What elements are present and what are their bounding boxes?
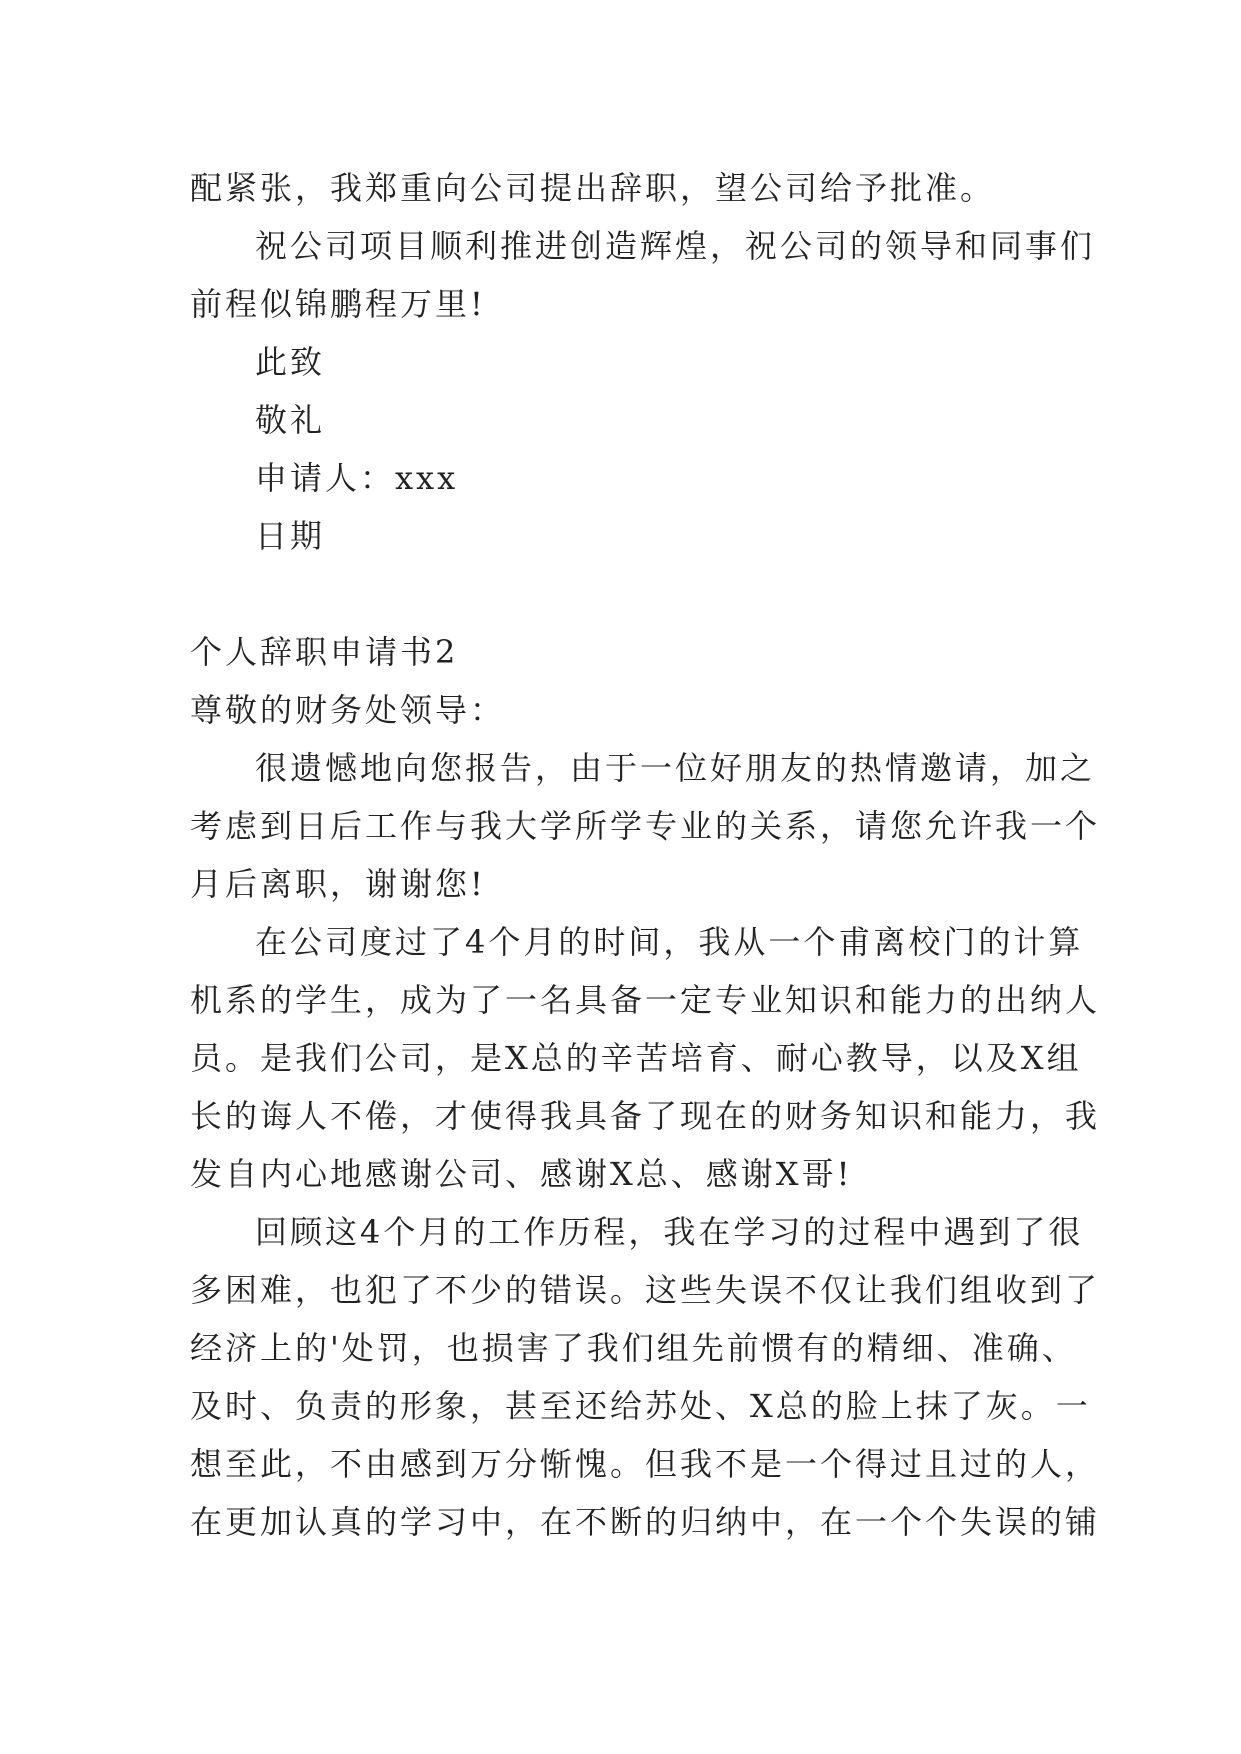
section-title: 个人辞职申请书2 [190,633,459,671]
paragraph-line: 员。是我们公司，是X总的辛苦培育、耐心教导，以及X组 [190,1039,1082,1077]
paragraph-line: 回顾这4个月的工作历程，我在学习的过程中遇到了很 [255,1213,1084,1251]
paragraph-line: 配紧张，我郑重向公司提出辞职，望公司给予批准。 [190,169,996,207]
paragraph-line: 在更加认真的学习中，在不断的归纳中，在一个个失误的铺 [190,1503,1101,1541]
paragraph-line: 机系的学生，成为了一名具备一定专业知识和能力的出纳人 [190,981,1101,1019]
applicant-line: 申请人：xxx [255,459,459,497]
paragraph-line: 月后离职，谢谢您! [190,865,486,903]
closing-line: 此致 [255,343,326,381]
paragraph-line: 前程似锦鹏程万里! [190,285,486,323]
date-line: 日期 [255,517,326,555]
paragraph-line: 长的诲人不倦，才使得我具备了现在的财务知识和能力，我 [190,1097,1101,1135]
paragraph-line: 考虑到日后工作与我大学所学专业的关系，请您允许我一个 [190,807,1101,845]
paragraph-line: 多困难，也犯了不少的错误。这些失误不仅让我们组收到了 [190,1271,1101,1309]
paragraph-line: 想至此，不由感到万分惭愧。但我不是一个得过且过的人， [190,1445,1101,1483]
paragraph-line: 发自内心地感谢公司、感谢X总、感谢X哥! [190,1155,853,1193]
paragraph-line: 及时、负责的形象，甚至还给苏处、X总的脸上抹了灰。一 [190,1387,1091,1425]
paragraph-line: 祝公司项目顺利推进创造辉煌，祝公司的领导和同事们 [255,227,1096,265]
salutation-line: 尊敬的财务处领导： [190,691,506,729]
paragraph-line: 在公司度过了4个月的时间，我从一个甫离校门的计算 [255,923,1084,961]
paragraph-line: 很遗憾地向您报告，由于一位好朋友的热情邀请，加之 [255,749,1096,787]
closing-line: 敬礼 [255,401,326,439]
paragraph-line: 经济上的'处罚，也损害了我们组先前惯有的精细、准确、 [190,1329,1077,1367]
